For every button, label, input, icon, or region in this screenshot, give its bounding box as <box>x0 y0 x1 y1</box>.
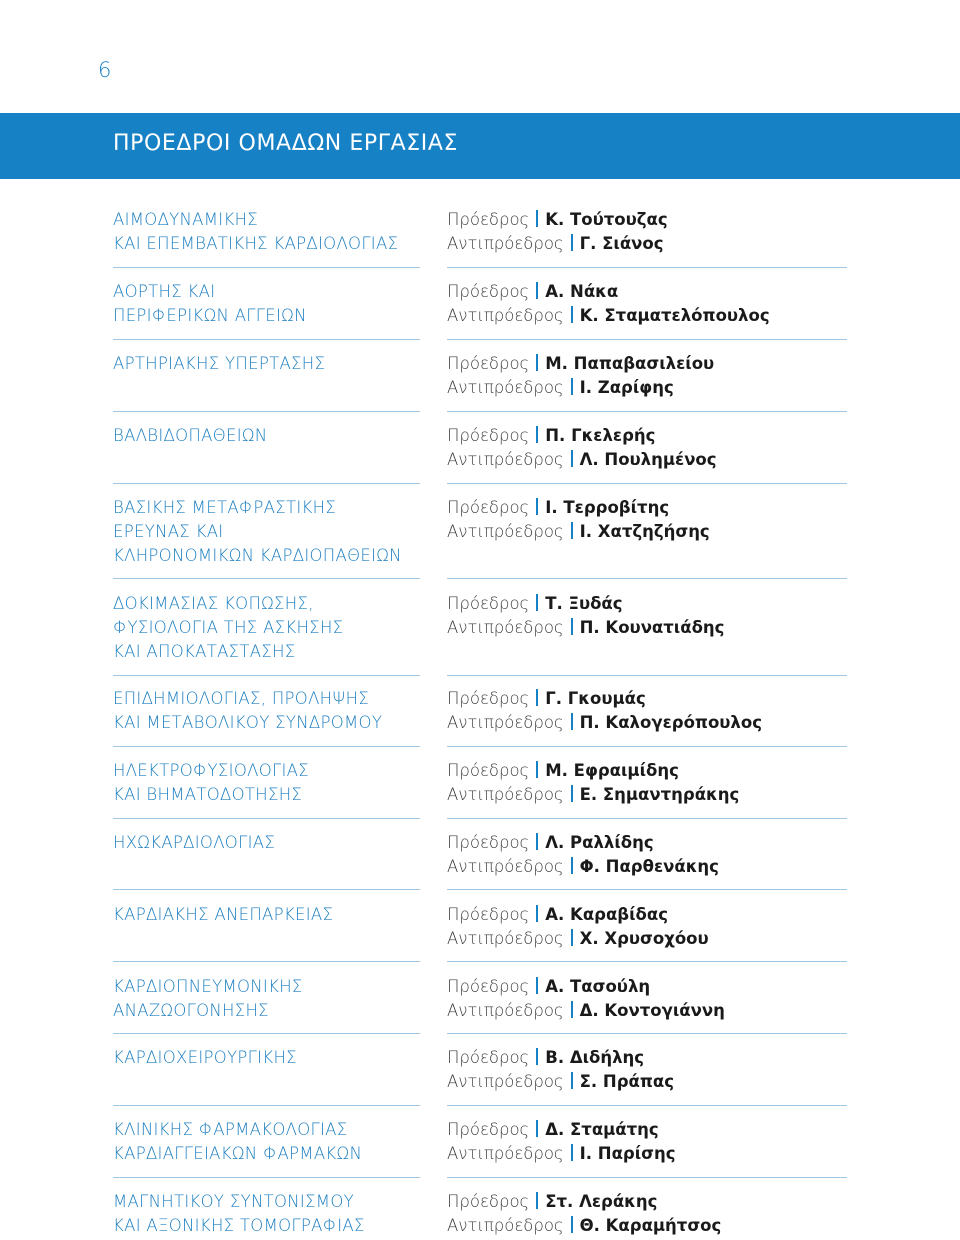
separator-bar <box>536 1120 538 1137</box>
row-divider <box>113 1105 420 1106</box>
president-role-label: Πρόεδρος <box>447 1048 530 1067</box>
vice-president-line <box>447 999 867 1023</box>
president-name: Μ. Παπαβασιλείου <box>545 354 715 373</box>
separator-bar <box>536 689 538 706</box>
president-line <box>447 280 867 304</box>
row-divider <box>447 1033 847 1034</box>
group-name: ΑΙΜΟΔΥΝΑΜΙΚΗΣ ΚΑΙ ΕΠΕΜΒΑΤΙΚΗΣ ΚΑΡΔΙΟΛΟΓΙΑΣ <box>113 210 399 253</box>
group-name: ΚΑΡΔΙΟΠΝΕΥΜΟΝΙΚΗΣ ΑΝΑΖΩΟΓΟΝΗΣΗΣ <box>113 977 303 1020</box>
president-role-label: Πρόεδρος <box>447 210 530 229</box>
group-name: ΒΑΛΒΙΔΟΠΑΘΕΙΩΝ <box>113 426 268 445</box>
separator-bar <box>536 354 538 371</box>
group-officers <box>447 280 867 328</box>
vice-president-line <box>447 711 867 735</box>
separator-bar <box>571 1216 573 1233</box>
row-divider <box>113 818 420 819</box>
president-line <box>447 496 867 520</box>
row-divider <box>113 675 420 676</box>
row-divider <box>447 267 847 268</box>
vice-president-line <box>447 448 867 472</box>
vice-president-role-label: Αντιπρόεδρος <box>447 1144 564 1163</box>
president-name: Ι. Τερροβίτης <box>545 498 670 517</box>
row-divider <box>447 746 847 747</box>
vice-president-role-label: Αντιπρόεδρος <box>447 1216 564 1235</box>
vice-president-name: Ι. Παρίσης <box>579 1144 676 1163</box>
vice-president-role-label: Αντιπρόεδρος <box>447 713 564 732</box>
row-divider <box>447 889 847 890</box>
row-divider <box>113 578 420 579</box>
vice-president-line <box>447 376 867 400</box>
group-name: ΚΛΙΝΙΚΗΣ ΦΑΡΜΑΚΟΛΟΓΙΑΣ ΚΑΡΔΙΑΓΓΕΙΑΚΩΝ ΦΑΡΜΑΚΩΝ <box>113 1120 363 1163</box>
vice-president-line <box>447 855 867 879</box>
separator-bar <box>536 594 538 611</box>
row-divider <box>113 889 420 890</box>
president-line <box>447 975 867 999</box>
row-divider <box>113 1177 420 1178</box>
president-role-label: Πρόεδρος <box>447 689 530 708</box>
group-name: ΜΑΓΝΗΤΙΚΟΥ ΣΥΝΤΟΝΙΣΜΟΥ ΚΑΙ ΑΞΟΝΙΚΗΣ ΤΟΜΟΓΡΑΦΙΑΣ <box>113 1192 365 1235</box>
president-role-label: Πρόεδρος <box>447 594 530 613</box>
president-line <box>447 831 867 855</box>
separator-bar <box>536 905 538 922</box>
president-line <box>447 208 867 232</box>
group-officers <box>447 759 867 807</box>
group-name: ΑΟΡΤΗΣ ΚΑΙ ΠΕΡΙΦΕΡΙΚΩΝ ΑΓΓΕΙΩΝ <box>113 282 307 325</box>
group-officers <box>447 424 867 472</box>
group-name: ΗΛΕΚΤΡΟΦΥΣΙΟΛΟΓΙΑΣ ΚΑΙ ΒΗΜΑΤΟΔΟΤΗΣΗΣ <box>113 761 309 804</box>
vice-president-name: Γ. Σιάνος <box>579 234 664 253</box>
president-role-label: Πρόεδρος <box>447 426 530 445</box>
group-officers <box>447 831 867 879</box>
president-name: Μ. Εφραιμίδης <box>545 761 679 780</box>
president-line <box>447 1046 867 1070</box>
vice-president-name: Σ. Πράπας <box>579 1072 675 1091</box>
separator-bar <box>536 977 538 994</box>
row-divider <box>447 675 847 676</box>
row-divider <box>113 746 420 747</box>
row-divider <box>447 578 847 579</box>
vice-president-line <box>447 232 867 256</box>
vice-president-name: Ι. Χατζηζήσης <box>579 522 710 541</box>
row-divider <box>447 961 847 962</box>
president-name: Β. Διδήλης <box>545 1048 645 1067</box>
vice-president-name: Ε. Σημαντηράκης <box>579 785 740 804</box>
president-line <box>447 687 867 711</box>
row-divider <box>113 339 420 340</box>
group-officers <box>447 687 867 735</box>
president-role-label: Πρόεδρος <box>447 833 530 852</box>
vice-president-line <box>447 1214 867 1238</box>
vice-president-name: Θ. Καραμήτσος <box>579 1216 722 1235</box>
president-line <box>447 592 867 616</box>
president-name: Γ. Γκουμάς <box>545 689 646 708</box>
row-divider <box>447 1177 847 1178</box>
separator-bar <box>536 498 538 515</box>
vice-president-role-label: Αντιπρόεδρος <box>447 929 564 948</box>
row-divider <box>447 339 847 340</box>
row-divider <box>113 411 420 412</box>
vice-president-line <box>447 783 867 807</box>
vice-president-role-label: Αντιπρόεδρος <box>447 378 564 397</box>
group-name: ΗΧΩΚΑΡΔΙΟΛΟΓΙΑΣ <box>113 833 276 852</box>
separator-bar <box>571 234 573 251</box>
vice-president-line <box>447 304 867 328</box>
vice-president-name: Κ. Σταματελόπουλος <box>579 306 770 325</box>
president-name: Κ. Τούτουζας <box>545 210 668 229</box>
group-officers <box>447 1046 867 1094</box>
separator-bar <box>571 618 573 635</box>
president-role-label: Πρόεδρος <box>447 761 530 780</box>
separator-bar <box>571 522 573 539</box>
vice-president-role-label: Αντιπρόεδρος <box>447 618 564 637</box>
row-divider <box>113 483 420 484</box>
president-name: Δ. Σταμάτης <box>545 1120 659 1139</box>
separator-bar <box>571 857 573 874</box>
vice-president-role-label: Αντιπρόεδρος <box>447 1072 564 1091</box>
president-name: Λ. Ραλλίδης <box>545 833 654 852</box>
group-name: ΔΟΚΙΜΑΣΙΑΣ ΚΟΠΩΣΗΣ, ΦΥΣΙΟΛΟΓΙΑ ΤΗΣ ΑΣΚΗΣΗΣ ΚΑΙ ΑΠΟΚΑΤΑΣΤΑΣΗΣ <box>113 594 344 661</box>
vice-president-role-label: Αντιπρόεδρος <box>447 857 564 876</box>
president-line <box>447 352 867 376</box>
group-officers <box>447 208 867 256</box>
row-divider <box>113 961 420 962</box>
vice-president-line <box>447 1070 867 1094</box>
group-name: ΚΑΡΔΙΑΚΗΣ ΑΝΕΠΑΡΚΕΙΑΣ <box>113 905 334 924</box>
separator-bar <box>571 306 573 323</box>
separator-bar <box>571 378 573 395</box>
row-divider <box>447 1105 847 1106</box>
vice-president-role-label: Αντιπρόεδρος <box>447 234 564 253</box>
president-name: Α. Νάκα <box>545 282 619 301</box>
vice-president-name: Π. Κουνατιάδης <box>579 618 725 637</box>
vice-president-line <box>447 616 867 640</box>
group-name: ΒΑΣΙΚΗΣ ΜΕΤΑΦΡΑΣΤΙΚΗΣ ΕΡΕΥΝΑΣ ΚΑΙ ΚΛΗΡΟΝΟΜΙΚΩΝ ΚΑΡΔΙΟΠΑΘΕΙΩΝ <box>113 498 402 565</box>
vice-president-role-label: Αντιπρόεδρος <box>447 522 564 541</box>
separator-bar <box>536 1192 538 1209</box>
president-line <box>447 759 867 783</box>
president-role-label: Πρόεδρος <box>447 498 530 517</box>
group-officers <box>447 903 867 951</box>
separator-bar <box>536 761 538 778</box>
group-officers <box>447 975 867 1023</box>
group-name: ΚΑΡΔΙΟΧΕΙΡΟΥΡΓΙΚΗΣ <box>113 1048 297 1067</box>
vice-president-role-label: Αντιπρόεδρος <box>447 785 564 804</box>
vice-president-name: Λ. Πουλημένος <box>579 450 717 469</box>
president-role-label: Πρόεδρος <box>447 1192 530 1211</box>
vice-president-name: Φ. Παρθενάκης <box>579 857 719 876</box>
vice-president-line <box>447 1142 867 1166</box>
president-line <box>447 1190 867 1214</box>
vice-president-name: Δ. Κοντογιάννη <box>579 1001 725 1020</box>
vice-president-name: Π. Καλογερόπουλος <box>579 713 762 732</box>
row-divider <box>447 818 847 819</box>
group-officers <box>447 1118 867 1166</box>
vice-president-role-label: Αντιπρόεδρος <box>447 450 564 469</box>
vice-president-name: Χ. Χρυσοχόου <box>579 929 709 948</box>
page-title: ΠΡΟΕΔΡΟΙ ΟΜΑΔΩΝ ΕΡΓΑΣΙΑΣ <box>113 131 459 156</box>
group-name: ΑΡΤΗΡΙΑΚΗΣ ΥΠΕΡΤΑΣΗΣ <box>113 354 326 373</box>
separator-bar <box>571 1001 573 1018</box>
vice-president-role-label: Αντιπρόεδρος <box>447 1001 564 1020</box>
row-divider <box>447 483 847 484</box>
separator-bar <box>571 713 573 730</box>
vice-president-role-label: Αντιπρόεδρος <box>447 306 564 325</box>
vice-president-line <box>447 520 867 544</box>
group-officers <box>447 592 867 640</box>
president-name: Π. Γκελερής <box>545 426 656 445</box>
group-officers <box>447 496 867 544</box>
vice-president-name: Ι. Ζαρίφης <box>579 378 674 397</box>
president-line <box>447 1118 867 1142</box>
president-name: Στ. Λεράκης <box>545 1192 658 1211</box>
separator-bar <box>536 210 538 227</box>
page-number: 6 <box>98 58 112 82</box>
separator-bar <box>571 785 573 802</box>
separator-bar <box>571 450 573 467</box>
separator-bar <box>536 282 538 299</box>
president-role-label: Πρόεδρος <box>447 282 530 301</box>
group-name: ΕΠΙΔΗΜΙΟΛΟΓΙΑΣ, ΠΡΟΛΗΨΗΣ ΚΑΙ ΜΕΤΑΒΟΛΙΚΟΥ ΣΥΝΔΡΟΜΟΥ <box>113 689 383 732</box>
row-divider <box>447 411 847 412</box>
group-officers <box>447 1190 867 1238</box>
president-role-label: Πρόεδρος <box>447 977 530 996</box>
president-name: Τ. Ξυδάς <box>545 594 623 613</box>
row-divider <box>113 267 420 268</box>
president-name: Α. Τασούλη <box>545 977 651 996</box>
separator-bar <box>571 1072 573 1089</box>
president-line <box>447 424 867 448</box>
president-role-label: Πρόεδρος <box>447 1120 530 1139</box>
president-name: Α. Καραβίδας <box>545 905 668 924</box>
separator-bar <box>536 426 538 443</box>
vice-president-line <box>447 927 867 951</box>
row-divider <box>113 1033 420 1034</box>
separator-bar <box>571 1144 573 1161</box>
separator-bar <box>536 1048 538 1065</box>
separator-bar <box>571 929 573 946</box>
separator-bar <box>536 833 538 850</box>
president-role-label: Πρόεδρος <box>447 905 530 924</box>
president-line <box>447 903 867 927</box>
group-officers <box>447 352 867 400</box>
president-role-label: Πρόεδρος <box>447 354 530 373</box>
